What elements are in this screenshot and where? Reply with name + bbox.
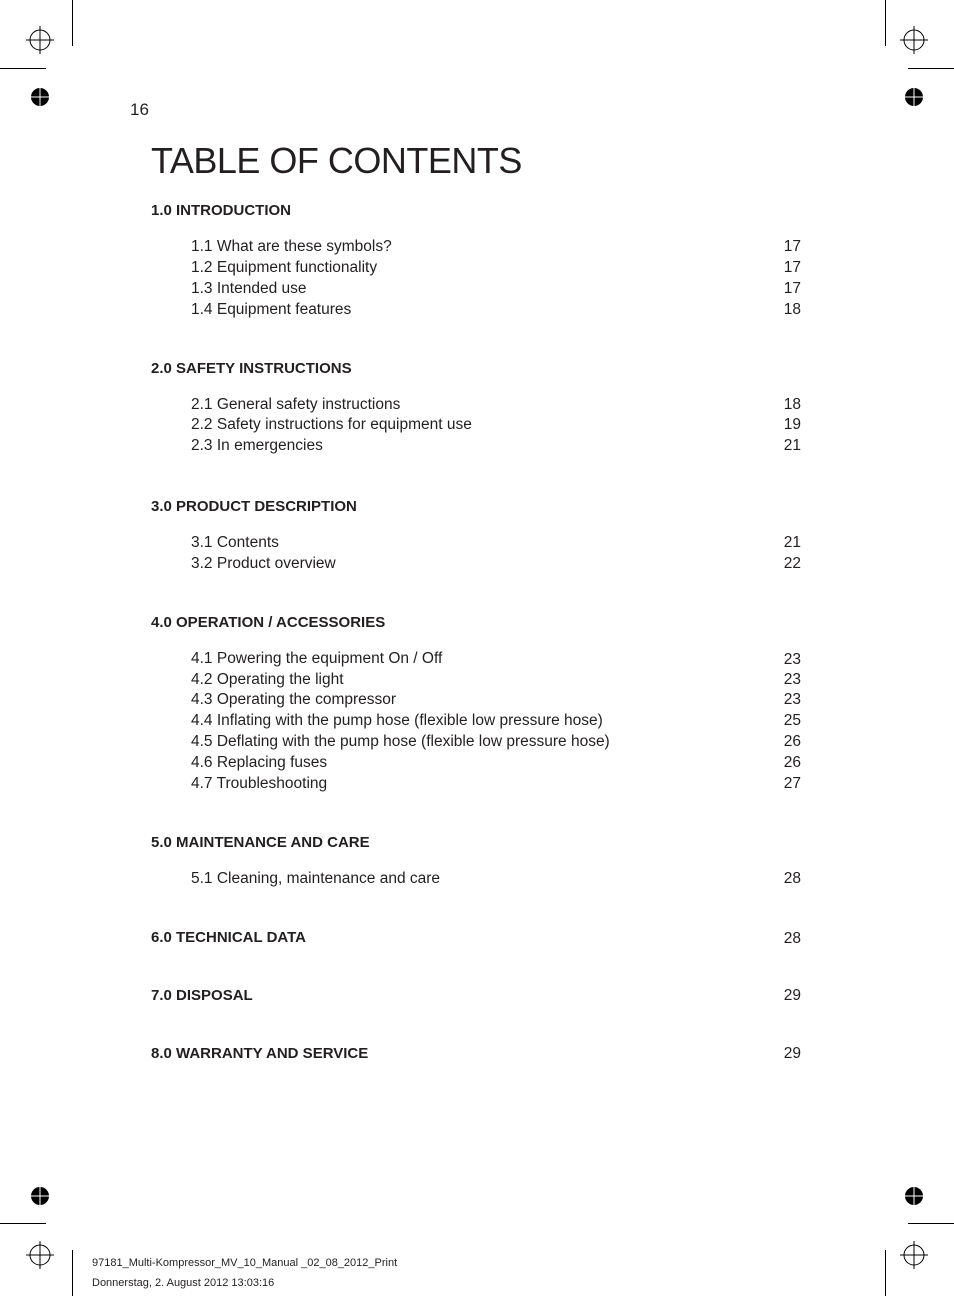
section-heading-disposal[interactable]: 7.0 DISPOSAL bbox=[151, 987, 253, 1004]
entry-page: 21 bbox=[783, 534, 801, 551]
toc-entry[interactable] bbox=[191, 870, 801, 888]
crosshair-icon bbox=[900, 26, 928, 54]
toc-entry[interactable] bbox=[191, 671, 801, 689]
entry-label: 4.3 Operating the compressor bbox=[191, 691, 397, 708]
entry-label: 2.2 Safety instructions for equipment use bbox=[191, 416, 472, 433]
entry-page: 21 bbox=[783, 437, 801, 454]
toc-entry[interactable] bbox=[191, 691, 801, 709]
toc-entry[interactable] bbox=[191, 259, 801, 277]
entry-page: 23 bbox=[783, 651, 801, 668]
entry-label: 1.1 What are these symbols? bbox=[191, 238, 392, 255]
toc-entry[interactable] bbox=[191, 437, 801, 455]
entry-label: 4.7 Troubleshooting bbox=[191, 775, 328, 792]
toc-entry[interactable] bbox=[191, 396, 801, 414]
entry-label: 3.1 Contents bbox=[191, 534, 279, 551]
entry-label: 2.1 General safety instructions bbox=[191, 396, 401, 413]
crosshair-icon bbox=[26, 1241, 54, 1269]
crosshair-icon bbox=[900, 1241, 928, 1269]
entry-label: 1.4 Equipment features bbox=[191, 301, 352, 318]
entry-label: 1.3 Intended use bbox=[191, 280, 307, 297]
entry-label: 4.4 Inflating with the pump hose (flexible low pressure hose) bbox=[191, 712, 603, 729]
entry-label: 4.6 Replacing fuses bbox=[191, 754, 328, 771]
crosshair-icon bbox=[26, 26, 54, 54]
toc-entry[interactable] bbox=[191, 733, 801, 751]
print-slug-timestamp: Donnerstag, 2. August 2012 13:03:16 bbox=[92, 1277, 275, 1289]
entry-label: 2.3 In emergencies bbox=[191, 437, 323, 454]
toc-entry[interactable] bbox=[191, 416, 801, 434]
section-heading-safety: 2.0 SAFETY INSTRUCTIONS bbox=[151, 360, 352, 377]
toc-entry[interactable] bbox=[191, 712, 801, 730]
registration-dot-icon bbox=[30, 87, 50, 107]
entry-page: 28 bbox=[783, 870, 801, 887]
page-title: TABLE OF CONTENTS bbox=[151, 140, 522, 181]
entry-page: 19 bbox=[783, 416, 801, 433]
print-slug-filename: 97181_Multi-Kompressor_MV_10_Manual _02_08_2012_Print bbox=[92, 1257, 398, 1269]
registration-dot-icon bbox=[904, 1186, 924, 1206]
toc-entry[interactable] bbox=[191, 238, 801, 256]
entry-label: 1.2 Equipment functionality bbox=[191, 259, 378, 276]
entry-page: 25 bbox=[783, 712, 801, 729]
entry-page: 23 bbox=[783, 671, 801, 688]
entry-page: 22 bbox=[783, 555, 801, 572]
entry-label: 4.1 Powering the equipment On / Off bbox=[191, 650, 443, 667]
entry-label: 4.5 Deflating with the pump hose (flexible low pressure hose) bbox=[191, 733, 610, 750]
registration-dot-icon bbox=[904, 87, 924, 107]
toc-entry[interactable] bbox=[191, 650, 801, 669]
toc-entry[interactable] bbox=[191, 555, 801, 573]
toc-entry[interactable] bbox=[191, 754, 801, 772]
section-page: 29 bbox=[783, 987, 801, 1004]
toc-entry[interactable] bbox=[191, 534, 801, 552]
section-page: 29 bbox=[783, 1045, 801, 1062]
entry-page: 18 bbox=[783, 301, 801, 318]
entry-page: 17 bbox=[783, 259, 801, 276]
entry-page: 26 bbox=[783, 754, 801, 771]
section-page: 28 bbox=[783, 930, 801, 947]
entry-label: 4.2 Operating the light bbox=[191, 671, 344, 688]
page-number: 16 bbox=[130, 100, 149, 119]
toc-entry[interactable] bbox=[191, 280, 801, 298]
section-heading-product: 3.0 PRODUCT DESCRIPTION bbox=[151, 498, 357, 515]
entry-page: 17 bbox=[783, 280, 801, 297]
toc-entry[interactable] bbox=[191, 775, 801, 793]
entry-page: 26 bbox=[783, 733, 801, 750]
section-heading-operation: 4.0 OPERATION / ACCESSORIES bbox=[151, 614, 386, 631]
registration-dot-icon bbox=[30, 1186, 50, 1206]
entry-page: 18 bbox=[783, 396, 801, 413]
section-heading-warranty[interactable]: 8.0 WARRANTY AND SERVICE bbox=[151, 1045, 369, 1062]
section-heading-maintenance: 5.0 MAINTENANCE AND CARE bbox=[151, 834, 370, 851]
section-heading-technical-data[interactable]: 6.0 TECHNICAL DATA bbox=[151, 929, 307, 946]
entry-page: 27 bbox=[783, 775, 801, 792]
entry-label: 3.2 Product overview bbox=[191, 555, 336, 572]
entry-page: 23 bbox=[783, 691, 801, 708]
toc-entry[interactable] bbox=[191, 301, 801, 319]
entry-label: 5.1 Cleaning, maintenance and care bbox=[191, 870, 441, 887]
entry-page: 17 bbox=[783, 238, 801, 255]
section-heading-introduction: 1.0 INTRODUCTION bbox=[151, 202, 292, 219]
